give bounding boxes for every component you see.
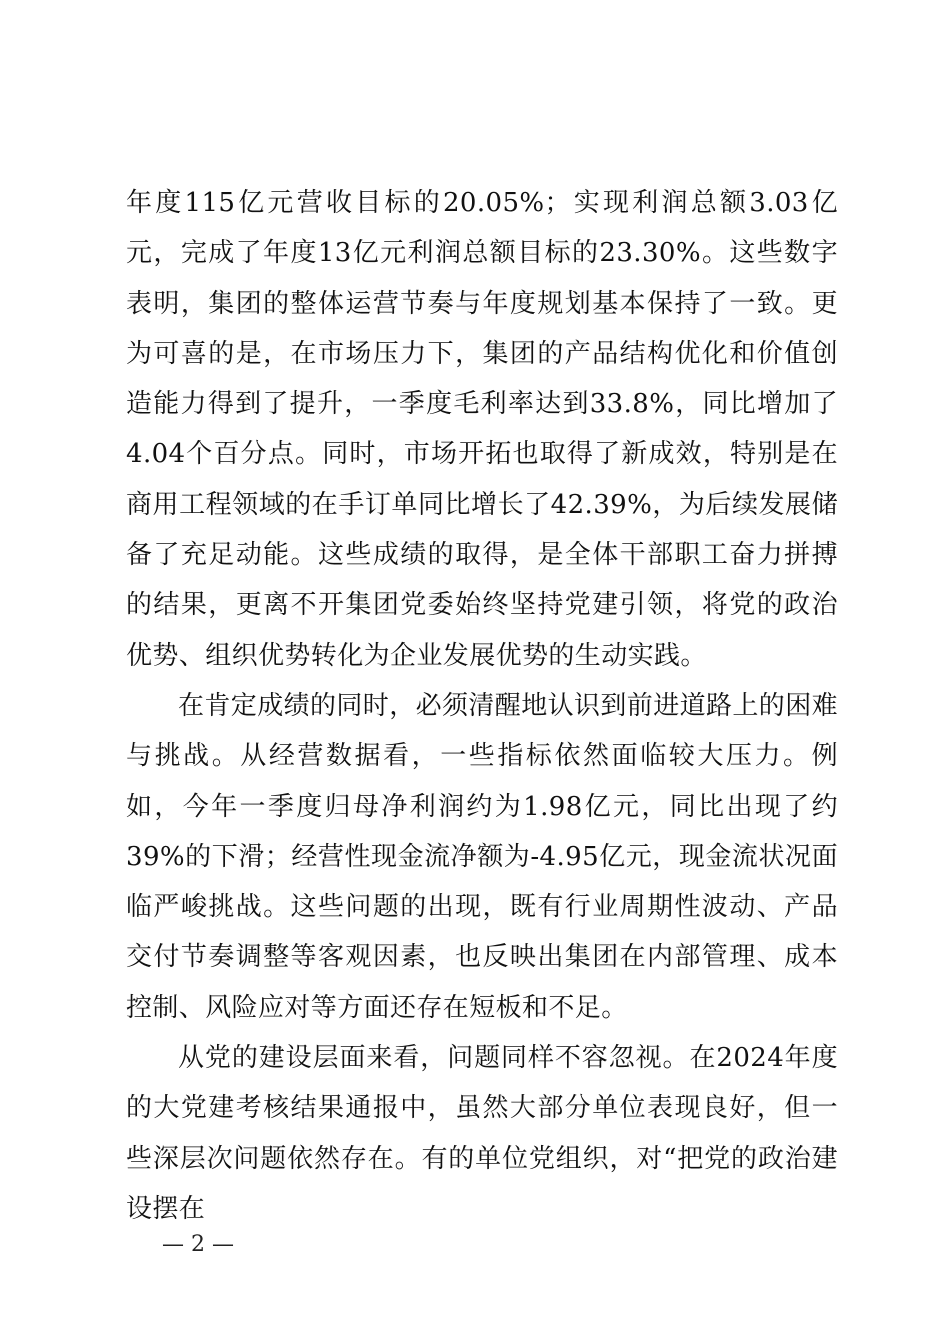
page-number: — 2 — xyxy=(162,1232,234,1257)
document-body xyxy=(126,178,838,1234)
paragraph-3: 从党的建设层面来看，问题同样不容忽视。在2024年度的大党建考核结果通报中，虽然大部分单位表现良好，但一些深层次问题依然存在。有的单位党组织，对“把党的政治建设摆在 xyxy=(126,1043,838,1224)
paragraph-2: 在肯定成绩的同时，必须清醒地认识到前进道路上的困难与挑战。从经营数据看，一些指标依然面临较大压力。例如，今年一季度归母净利润约为1.98亿元，同比出现了约39%的下滑；经营性现金流净额为-4.95亿元，现金流状况面临严峻挑战。这些问题的出现，既有行业周期性波动、产品交付节奏调整等客观因素，也反映出集团在内部管理、成本控制、风险应对等方面还存在短板和不足。 xyxy=(126,690,839,1023)
paragraph-1: 年度115亿元营收目标的20.05%；实现利润总额3.03亿元，完成了年度13亿元利润总额目标的23.30%。这些数字表明，集团的整体运营节奏与年度规划基本保持了一致。更为可喜的是，在市场压力下，集团的产品结构优化和价值创造能力得到了提升，一季度毛利率达到33.8%，同比增加了4.04个百分点。同时，市场开拓也取得了新成效，特别是在商用工程领域的在手订单同比增长了42.39%，为后续发展储备了充足动能。这些成绩的取得，是全体干部职工奋力拼搏的结果，更离不开集团党委始终坚持党建引领，将党的政治优势、组织优势转化为企业发展优势的生动实践。 xyxy=(126,188,838,671)
